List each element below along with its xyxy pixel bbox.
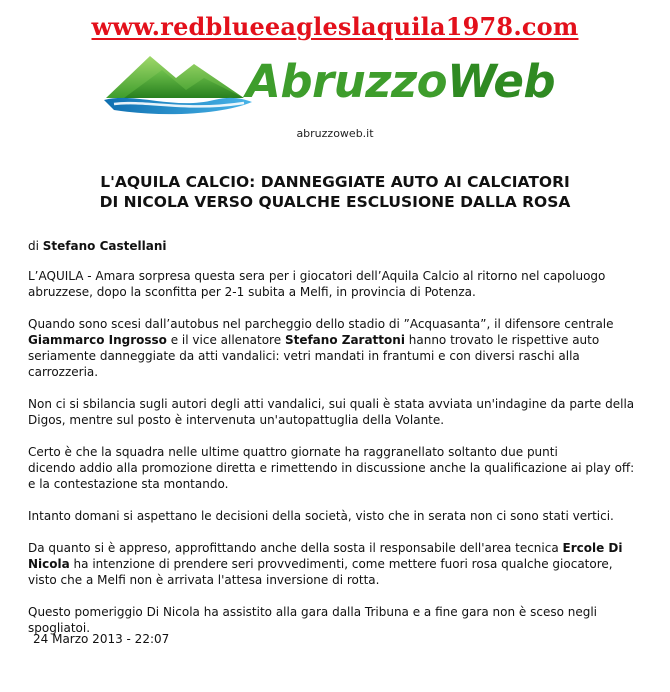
byline (28, 239, 166, 253)
paragraph-6-text-2: ha intenzione di prendere seri provvedimenti, come mettere fuori rosa qualche giocatore, visto che a Melfi non è arrivata l'attesa inversione di rotta. (28, 557, 613, 587)
logo-word-web: Web (447, 55, 556, 108)
paragraph-4-line-1: Certo è che la squadra nelle ultime quattro giornate ha raggranellato soltanto due punti (28, 445, 558, 459)
byline-author: Stefano Castellani (42, 239, 167, 253)
headline-line-2: DI NICOLA VERSO QUALCHE ESCLUSIONE DALLA ROSA (99, 193, 571, 211)
paragraph-1: L’AQUILA - Amara sorpresa questa sera per i giocatori dell’Aquila Calcio al ritorno nel capoluogo abruzzese, dopo la sconfitta per 2-1 subita a Melfi, in provincia di Potenza. (28, 269, 606, 299)
paragraph-4-line-2: dicendo addio alla promozione diretta e rimettendo in discussione anche la qualificazione ai play off: e la contestazione sta montando. (28, 461, 635, 491)
paragraph-6 (28, 540, 640, 588)
paragraph-2-text-3: hanno trovato le rispettive auto seriamente danneggiate da atti vandalici: vetri mandati in frantumi e con diversi raschi alla carrozzeria. (28, 333, 600, 379)
logo-word-abruzzo: Abruzzo (246, 55, 448, 108)
paragraph-2 (28, 316, 640, 380)
article-body (28, 268, 640, 652)
paragraph-7: Questo pomeriggio Di Nicola ha assistito alla gara dalla Tribuna e a fine gara non è sceso negli spogliatoi. (28, 605, 598, 635)
paragraph-6-text-1: Da quanto si è appreso, approfittando anche della sosta il responsabile dell'area tecnica (28, 541, 563, 555)
abruzzoweb-logo (104, 48, 584, 116)
paragraph-3: Non ci si sbilancia sugli autori degli atti vandalici, sui quali è stata avviata un'indagine da parte della Digos, mentre sul posto è intervenuta un'autopattuglia della Volante. (28, 397, 635, 427)
headline (30, 172, 640, 212)
source-label: abruzzoweb.it (296, 127, 374, 140)
paragraph-2-text-1: Quando sono scesi dall’autobus nel parcheggio dello stadio di ”Acquasanta”, il difensore centrale (28, 317, 614, 331)
person-name-di-nicola: Ercole Di Nicola (28, 541, 623, 571)
headline-line-1: L'AQUILA CALCIO: DANNEGGIATE AUTO AI CALCIATORI (100, 173, 570, 191)
byline-prefix: di (28, 239, 39, 253)
paragraph-2-text-2: e il vice allenatore (166, 333, 285, 347)
person-name-zarattoni: Stefano Zarattoni (284, 333, 405, 347)
logo-wordmark (246, 52, 555, 112)
person-name-ingrosso: Giammarco Ingrosso (28, 333, 167, 347)
paragraph-5: Intanto domani si aspettano le decisioni della società, visto che in serata non ci sono stati vertici. (28, 509, 614, 523)
mountain-landscape-icon (104, 48, 254, 116)
paragraph-4 (28, 444, 640, 492)
publish-timestamp: 24 Marzo 2013 - 22:07 (33, 632, 170, 646)
site-url-link[interactable]: www.redblueeagleslaquila1978.com (91, 12, 579, 41)
